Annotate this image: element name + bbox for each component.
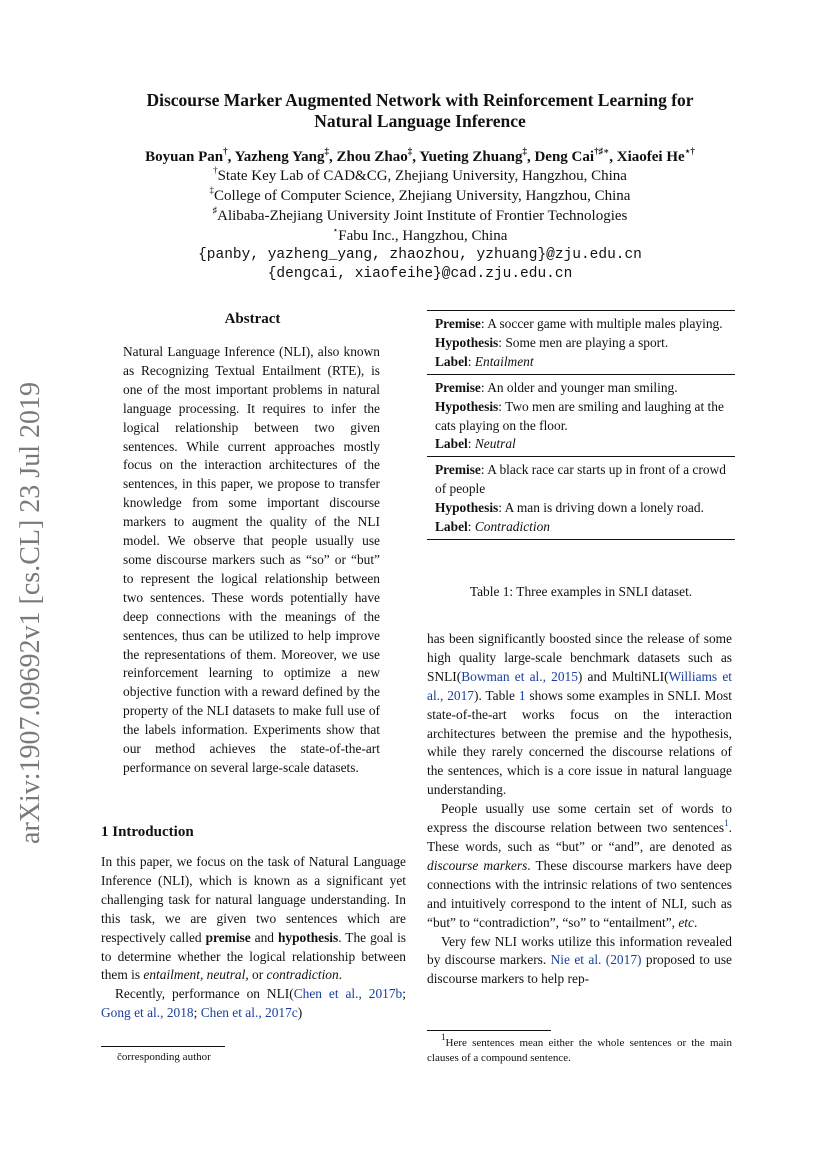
author-list [90,148,750,166]
table-row: Premise: A soccer game with multiple males playing. Hypothesis: Some men are playing a sport. Label: Entailment [435,316,723,369]
citation-link[interactable]: Nie et al. (2017) [550,952,642,968]
arxiv-id: arXiv:1907.09692v1 [cs.CL] 23 Jul 2019 [15,381,46,844]
intro-column-left [101,853,406,1023]
paragraph: has been significantly boosted since the release of some high quality large-scale benchmark datasets such as SNLI(Bowman et al., 2015) and MultiNLI(Williams et al., 2017). Table 1 shows some examples in SNLI. Most state-of-the-art works focus on the interaction architectures between the premise and the hypothesis, while they rarely concerned the discourse relations of the sentences, which is a core issue in natural language understanding. [427,631,732,798]
author: Boyuan Pan†, [145,146,235,165]
author: Deng Cai†♯∗, [534,146,617,165]
paragraph: Very few NLI works utilize this information revealed by discourse markers. Nie et al. (2017) proposed to use discourse markers to help rep- [427,933,732,987]
affiliation: †State Key Lab of CAD&CG, Zhejiang University, Hangzhou, China [213,165,627,184]
abstract-text: Natural Language Inference (NLI), also known as Recognizing Textual Entailment (RTE), is one of the most important problems in natural language processing. It requires to infer the logical relationship between two given sentences. While current approaches mostly focus on the interaction architectures of the sentences, in this paper, we propose to transfer knowledge from some important discourse markers to augment the quality of the NLI model. We observe that people usually use some discourse markers such as “so” or “but” to represent the logical relationship between two sentences. These words potentially have deep connections with the meanings of the sentences, thus can be utilized to help improve the representations of them. Moreover, we use reinforcement learning to optimize a new objective function with a reward defined by the property of the NLI datasets to make full use of the labels information. Experiments show that our method achieves the state-of-the-art performance on several large-scale datasets. [123,344,380,775]
affiliation: ⋆Fabu Inc., Hangzhou, China [332,225,508,244]
table-row: Premise: A black race car starts up in front of a crowd of people Hypothesis: A man is driving down a lonely road. Label: Contradiction [427,456,735,539]
citation-link[interactable]: Bowman et al., 2015 [461,668,578,684]
arxiv-sidebar-stamp [6,375,56,850]
footnote-rule [101,1046,225,1047]
footnote-ref-link[interactable]: 1 [724,817,729,828]
paragraph: People usually use some certain set of words to express the discourse relation between two sentences$^1$. These words, such as “but” or “and”, are denoted as discourse markers. These discourse markers have deep connections with the intrinsic relations of two sentences and intuitively correspond to the intent of NLI, such as “but” to “contradiction”, “so” to “entailment”, etc. [427,801,733,930]
email-line: {dengcai, xiaofeihe}@cad.zju.edu.cn [267,266,573,282]
table-row: Premise: An older and younger man smiling. Hypothesis: Two men are smiling and laughing at the cats playing on the floor. Label: Neutral [427,374,735,457]
title-line-2: Natural Language Inference [314,111,526,131]
paper-title [90,90,750,132]
affiliation: ♯Alibaba-Zhejiang University Joint Institute of Frontier Technologies [212,205,628,224]
footnote-1: $^1$Here sentences mean either the whole sentences or the main clauses of a compound sentence. [427,1032,732,1064]
citation-link[interactable]: Chen et al., 2017b [293,986,403,1002]
footnote-corresponding-author: čorresponding author [117,1051,211,1063]
abstract-body [123,343,380,778]
table-ref-link[interactable]: 1 [518,687,526,703]
section-heading-introduction: 1 Introduction [101,824,194,840]
citation-link[interactable]: Chen et al., 2017c [200,1005,298,1021]
examples-table [427,310,735,540]
title-line-1: Discourse Marker Augmented Network with Reinforcement Learning for [146,90,694,110]
abstract-heading: Abstract [224,311,281,327]
table-caption: Table 1: Three examples in SNLI dataset. [469,584,693,599]
author: Yazheng Yang‡, [234,146,337,165]
paragraph: Recently, performance on NLI(Chen et al., 2017b; Gong et al., 2018; Chen et al., 2017c) [101,986,406,1021]
intro-column-right [427,630,732,989]
citation-link[interactable]: Williams et al., 2017 [427,668,732,703]
email-line: {panby, yazheng_yang, zhaozhou, yzhuang}@zju.edu.cn [198,247,642,263]
author: Yueting Zhuang‡, [419,146,535,165]
affiliation: ‡College of Computer Science, Zhejiang University, Hangzhou, China [209,185,631,204]
author: Xiaofei He⋆† [616,146,695,165]
author: Zhou Zhao‡, [336,146,420,165]
paragraph: In this paper, we focus on the task of Natural Language Inference (NLI), which is known as a significant yet challenging task for natural language understanding. In this task, we are given two sentences which are respectively called premise and hypothesis. The goal is to determine whether the logical relationship between them is entailment, neutral, or contradiction. [101,854,407,983]
citation-link[interactable]: Gong et al., 2018 [101,1005,194,1021]
footnote-rule [427,1030,551,1031]
